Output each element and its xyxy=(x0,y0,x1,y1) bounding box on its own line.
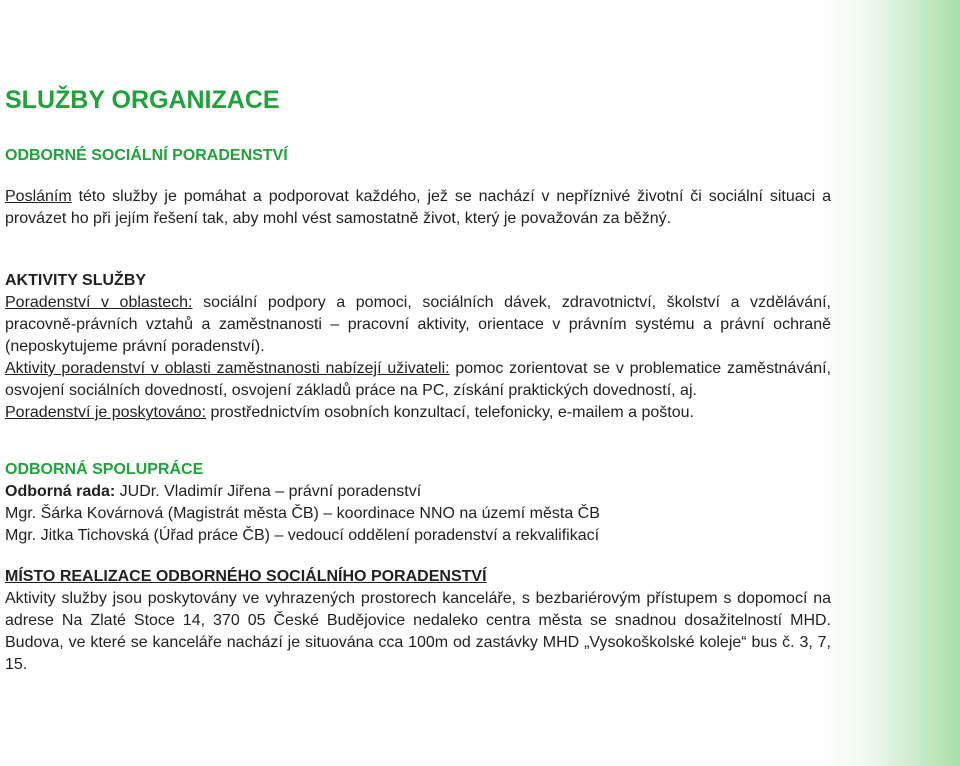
cooperation-board-label: Odborná rada: xyxy=(5,483,116,500)
location-section xyxy=(5,566,831,676)
activities-paragraph-3 xyxy=(5,402,831,424)
page-title: SLUŽBY ORGANIZACE xyxy=(5,86,280,114)
cooperation-heading: ODBORNÁ SPOLUPRÁCE xyxy=(5,461,204,478)
cooperation-board-line xyxy=(5,481,831,503)
activities-p3-text: prostřednictvím osobních konzultací, telefonicky, e-mailem a poštou. xyxy=(206,404,694,421)
activities-p1-label: Poradenství v oblastech: xyxy=(5,294,193,311)
cooperation-line-2: Mgr. Šárka Kovárnová (Magistrát města ČB) – koordinace NNO na území města ČB xyxy=(5,505,600,522)
mission-label: Posláním xyxy=(5,188,72,205)
activities-p2-text: pomoc zorientovat se v problematice zaměstnávání, osvojení sociálních dovedností, osvojení základů práce na PC, získání praktických dovedností, aj. xyxy=(5,360,832,399)
activities-paragraph-2 xyxy=(5,358,831,402)
cooperation-line-3: Mgr. Jitka Tichovská (Úřad práce ČB) – vedoucí oddělení poradenství a rekvalifikací xyxy=(5,527,600,544)
activities-section xyxy=(5,270,831,424)
location-heading: MÍSTO REALIZACE ODBORNÉHO SOCIÁLNÍHO PORADENSTVÍ xyxy=(5,568,487,585)
activities-p3-label: Poradenství je poskytováno: xyxy=(5,404,207,421)
activities-heading: AKTIVITY SLUŽBY xyxy=(5,272,147,289)
section-subtitle: ODBORNÉ SOCIÁLNÍ PORADENSTVÍ xyxy=(5,147,288,164)
activities-paragraph-1 xyxy=(5,292,831,358)
mission-paragraph xyxy=(5,186,831,230)
mission-text: této služby je pomáhat a podporovat každého, jež se nachází v nepříznivé životní či sociální situaci a provázet ho při jejím řešení tak, aby mohl vést samostatně život, který je považován za běžný. xyxy=(5,188,831,227)
cooperation-board-text: JUDr. Vladimír Jiřena – právní poradenství xyxy=(115,483,422,500)
activities-p1-text: sociální podpory a pomoci, sociálních dávek, zdravotnictví, školství a vzdělávání, pracovně-právních vztahů a zaměstnanosti – pracovní aktivity, orientace v právním systému a právní ochraně (neposkytujeme právní poradenství). xyxy=(5,294,831,355)
location-text: Aktivity služby jsou poskytovány ve vyhrazených prostorech kanceláře, s bezbariérovým přístupem s dopomocí na adrese Na Zlaté Stoce 14, 370 05 České Budějovice nedaleko centra města se snadnou dosažitelností MHD. Budova, ve které se kanceláře nachází je situována cca 100m od zastávky MHD „Vysokoškolské koleje“ bus č. 3, 7, 15. xyxy=(5,590,831,673)
cooperation-section xyxy=(5,459,831,547)
activities-p2-label: Aktivity poradenství v oblasti zaměstnanosti nabízejí uživateli: xyxy=(5,360,450,377)
